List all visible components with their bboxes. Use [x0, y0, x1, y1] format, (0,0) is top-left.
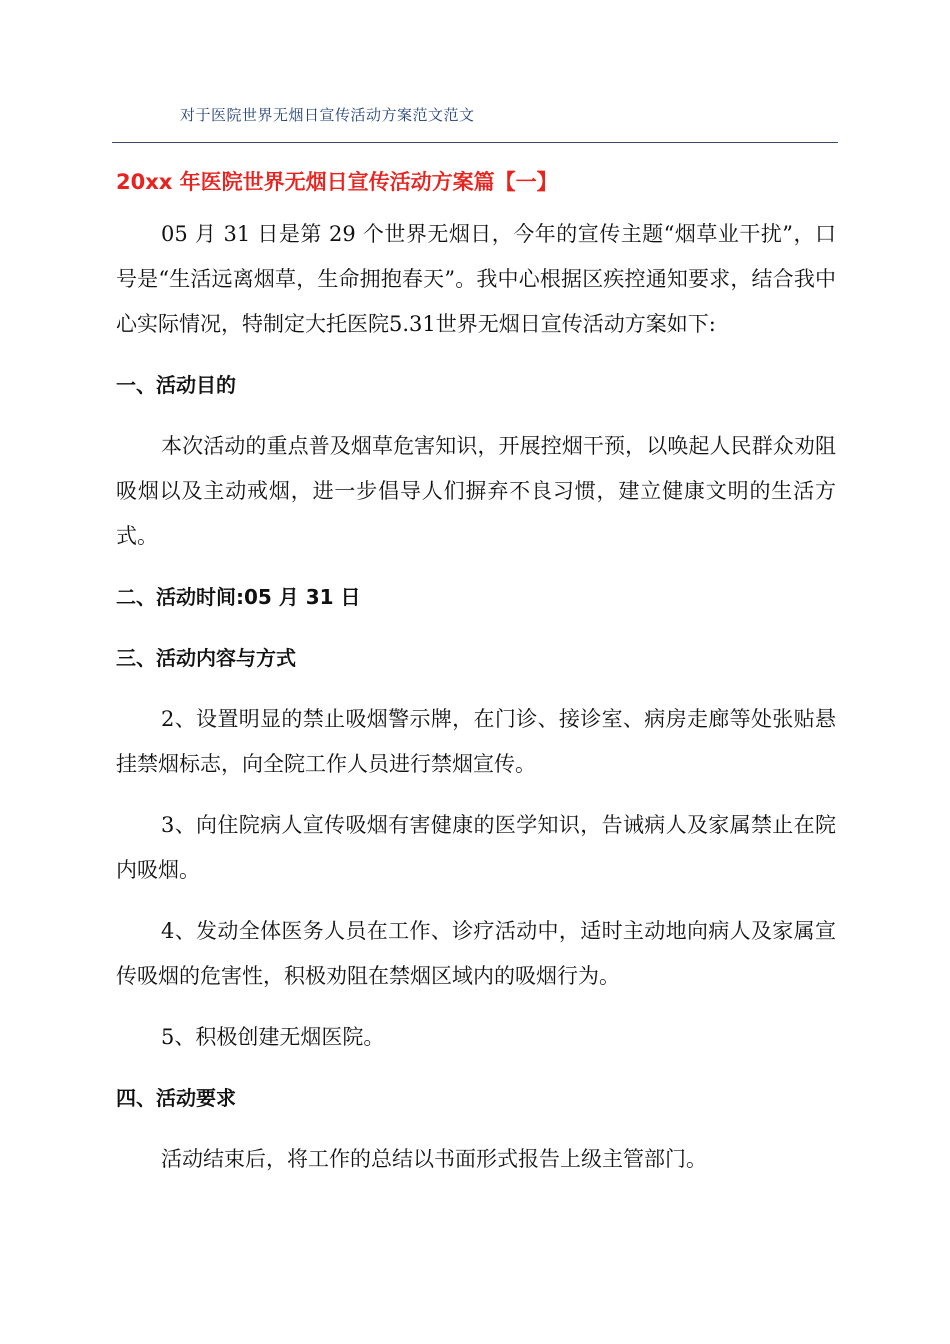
intro-paragraph: 05 月 31 日是第 29 个世界无烟日，今年的宣传主题“烟草业干扰”，口号是“生活远离烟草，生命拥抱春天”。我中心根据区疾控通知要求，结合我中心实际情况，特制定大托医院5.31世界无烟日宣传活动方案如下:: [116, 222, 836, 336]
section-heading-purpose: 一、活动目的: [116, 373, 236, 397]
section-paragraph: 3、向住院病人宣传吸烟有害健康的医学知识，告诫病人及家属禁止在院内吸烟。: [116, 813, 836, 882]
section-heading-requirements: 四、活动要求: [116, 1086, 236, 1110]
section-paragraph: 本次活动的重点普及烟草危害知识，开展控烟干预，以唤起人民群众劝阻吸烟以及主动戒烟，进一步倡导人们摒弃不良习惯，建立健康文明的生活方式。: [116, 434, 836, 548]
header-divider: [112, 142, 838, 143]
section-paragraph: 4、发动全体医务人员在工作、诊疗活动中，适时主动地向病人及家属宣传吸烟的危害性，积极劝阻在禁烟区域内的吸烟行为。: [116, 919, 836, 988]
section-paragraph: 2、设置明显的禁止吸烟警示牌，在门诊、接诊室、病房走廊等处张贴悬挂禁烟标志，向全院工作人员进行禁烟宣传。: [116, 707, 836, 776]
document-title: 20xx 年医院世界无烟日宣传活动方案篇【一】: [116, 170, 558, 194]
running-header: 对于医院世界无烟日宣传活动方案范文范文: [180, 106, 475, 124]
section-paragraph: 5、积极创建无烟医院。: [161, 1025, 385, 1049]
section-paragraph: 活动结束后，将工作的总结以书面形式报告上级主管部门。: [161, 1147, 707, 1171]
section-heading-time: 二、活动时间:05 月 31 日: [116, 585, 361, 609]
document-body: [116, 212, 836, 1182]
section-heading-content: 三、活动内容与方式: [116, 646, 296, 670]
